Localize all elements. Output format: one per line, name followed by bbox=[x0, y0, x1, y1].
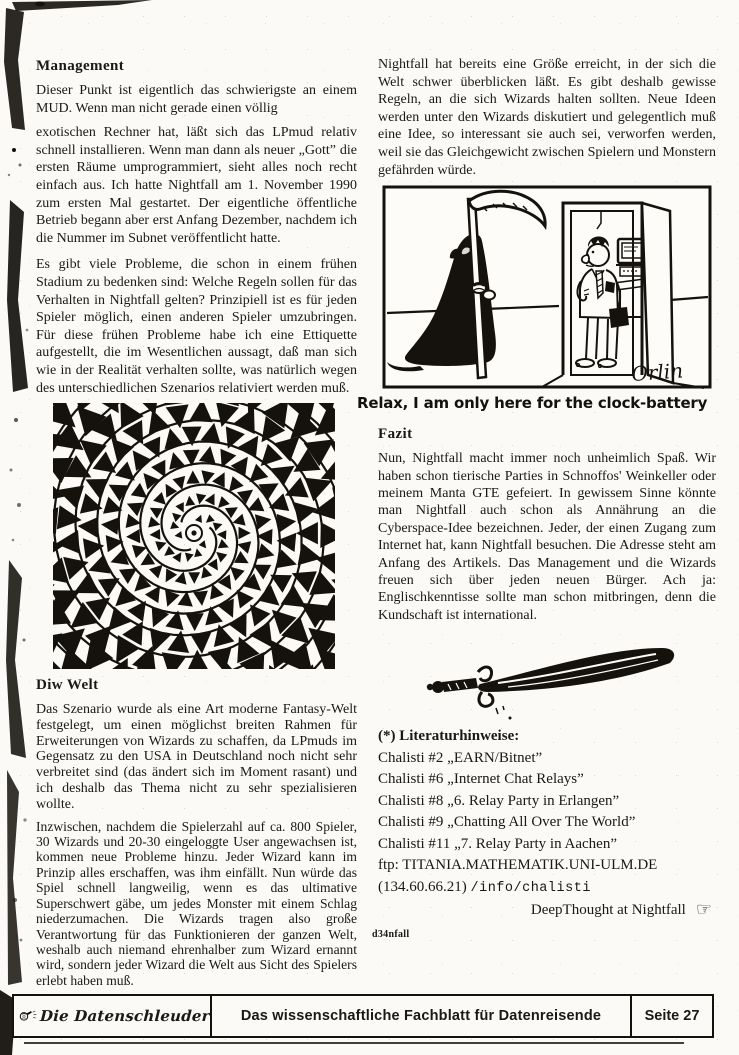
page-footer bbox=[12, 994, 714, 1038]
scan-smudge-top bbox=[0, 0, 170, 14]
ftp-address: ftp: TITANIA.MATHEMATIK.UNI-ULM.DE bbox=[378, 857, 658, 874]
paragraph: Nightfall hat bereits eine Größe erreicht, in der sich die Welt schwer überblicken läßt. Es gibt deshalb gewisse Regeln, an die sich Wizards halten sollten. Neue Ideen werden unter den Wizards diskutiert und gelegentlich muß eine Idee, so interessant sie auch sei, verworfen werden, weil sie das Gleichgewicht zwischen Spielern und Monstern gefährden würde. bbox=[378, 57, 716, 178]
grim-reaper-cartoon-image bbox=[382, 185, 712, 391]
scimitar bbox=[427, 648, 674, 720]
cartoon-caption: Relax, I am only here for the clock-battery bbox=[357, 394, 708, 413]
cartoonist-signature: Orlin bbox=[630, 358, 684, 387]
spiral-op-art-image bbox=[53, 403, 335, 669]
pointing-hand-icon: ☞ bbox=[695, 899, 712, 921]
reference-item: Chalisti #6 „Internet Chat Relays” bbox=[378, 771, 584, 788]
literature-references bbox=[372, 726, 716, 945]
reference-item: Chalisti #2 „EARN/Bitnet” bbox=[378, 749, 543, 766]
spiral-op-art-image-svg bbox=[53, 403, 335, 669]
scimitar-image bbox=[418, 634, 694, 724]
reference-item: Chalisti #9 „Chatting All Over The World” bbox=[378, 814, 636, 831]
footer-brand-cell bbox=[14, 996, 212, 1036]
section-heading-management: Management bbox=[36, 58, 125, 74]
paragraph: Das Szenario wurde als eine Art moderne Fantasy-Welt festgelegt, um einen möglichst breiten Rahmen für Erweiterungen von Wizards zu schaffen, da LPmuds im Gegensatz zu den USA in Deutschland noch nicht sehr verbreitet sind (das ändert sich im Moment rasant) und ich deshalb das Thema nicht zu sehr spezialisieren wollte. bbox=[36, 702, 357, 812]
section-heading-fazit: Fazit bbox=[378, 426, 413, 443]
reference-item: Chalisti #8 „6. Relay Party in Erlangen” bbox=[378, 792, 620, 809]
references-heading: (*) Literaturhinweise: bbox=[378, 728, 520, 745]
brand-name: Die Datenschleuder bbox=[39, 1007, 211, 1025]
footer-tagline: Das wissenschaftliche Fachblatt für Datenreisende bbox=[212, 996, 632, 1036]
paragraph: Nun, Nightfall macht immer noch unheimlich Spaß. Wir haben schon tierische Parties in Schnoffos' Weinkeller oder meinem Manta GTE gefeiert. In gewissem Sinne könnte man Nightfall auch schon als Annährung an die Cyberspace-Idee bezeichnen. Jeder, der einen Zugang zum Internet hat, kann Nightfall besuchen. Die Adresse steht am Anfang des Artikels. Das Management und die Wizards freuen sich über jeden neuen Bürger. Ach ja: Englischkenntisse sollte man schon mitbringen, denn die Kundschaft ist international. bbox=[378, 451, 716, 623]
author-byline: DeepThought at Nightfall ☞ bbox=[530, 899, 712, 921]
right-column bbox=[357, 56, 716, 945]
left-column bbox=[36, 58, 357, 997]
ftp-path: /info/chalisti bbox=[470, 880, 591, 896]
reference-item: Chalisti #11 „7. Relay Party in Aachen” bbox=[378, 835, 617, 852]
paragraph: Inzwischen, nachdem die Spielerzahl auf ca. 800 Spieler, 30 Wizards und 20-30 eingeloggte User angewachsen ist, kommen neue Probleme hinzu. Jeder Wizard kann im Prinzip alles erschaffen, was ihm einfällt. Nun würde das Spiel schnell langweilig, wenn es das ultimative Superschwert gäbe, um jedes Monster mit einem Schlag niederzumachen. Die Wizards tragen also große Verantwortung für das Funktionieren der ganzen Welt, weshalb auch niemand ehrenhalber zum Wizard ernannt wird, sondern jeder Wizard die Welt aus Sicht des Spielers erlebt haben muß. bbox=[36, 818, 357, 988]
ip-address: (134.60.66.21) bbox=[378, 878, 471, 895]
paragraph: Dieser Punkt ist eigentlich das schwierigste an einem MUD. Wenn man nicht gerade einen völlig bbox=[36, 83, 357, 116]
article-tag: d34nfall bbox=[372, 928, 410, 940]
page-number: Seite 27 bbox=[644, 1008, 700, 1024]
ip-address-line bbox=[378, 877, 716, 900]
paragraph: exotischen Rechner hat, läßt sich das LPmud relativ schnell installieren. Wenn man dann als neuer „Gott” die ersten Räume umprogrammiert, sieht alles noch recht einfach aus. Ich hatte Nightfall am 1. November 1990 zum ersten Mal gestartet. Der eigentliche öffentliche Betrieb begann aber erst Anfang Dezember, nachdem ich die Nummer im Subnet veröffentlicht hatte. bbox=[36, 125, 357, 246]
scan-smudge-left-edge bbox=[0, 0, 32, 1055]
grim-reaper-cartoon-svg bbox=[382, 185, 712, 391]
datenschleuder-logo-icon bbox=[19, 1001, 37, 1031]
section-heading-diw-welt: Diw Welt bbox=[36, 677, 99, 694]
scimitar-svg bbox=[418, 634, 694, 724]
paragraph: Es gibt viele Probleme, die schon in einem frühen Stadium zu bedenken sind: Welche Regeln sollen für das Verhalten in Nightfall gelten? Prinzipiell ist es für jeden Spieler möglich, einen anderen Spieler umzubringen. Für diese frühen Probleme habe ich eine Ettiquette aufgestellt, die im Wesentlichen aussagt, daß man sich wie in der Realität verhalten sollte, was natürlich wegen des unterschiedlichen Szenarios relativiert werden muß. bbox=[36, 257, 357, 396]
